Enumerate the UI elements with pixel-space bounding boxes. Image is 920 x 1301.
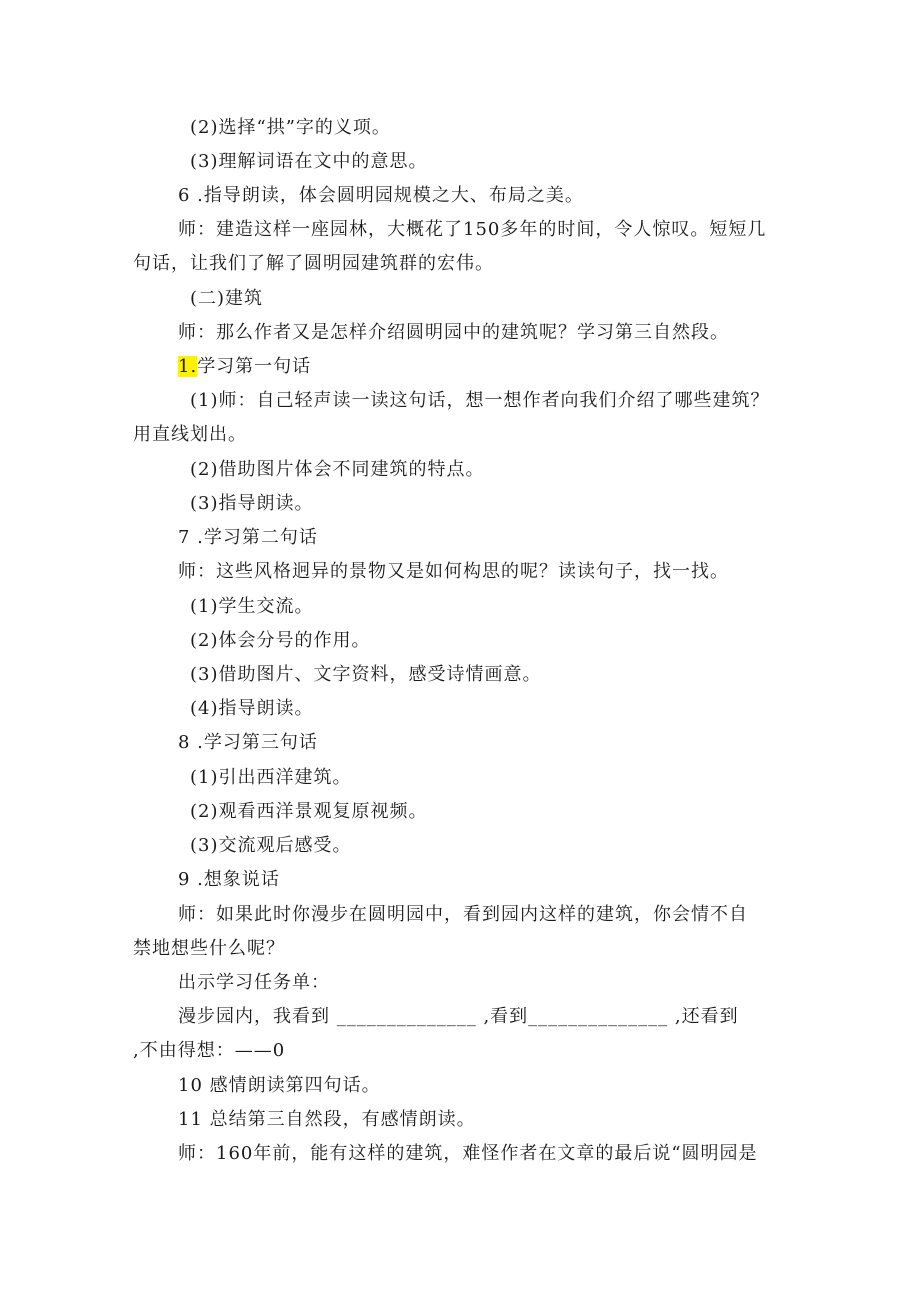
text-line: 师：160年前，能有这样的建筑，难怪作者在文章的最后说“圆明园是 xyxy=(178,1143,758,1164)
text-line: 师：如果此时你漫步在圆明园中，看到园内这样的建筑，你会情不自 xyxy=(178,904,748,925)
text-line: (1)师：自己轻声读一读这句话，想一想作者向我们介绍了哪些建筑？ xyxy=(190,390,770,411)
text-line: (2)借助图片体会不同建筑的特点。 xyxy=(190,459,485,480)
text-line: (2)观看西洋景观复原视频。 xyxy=(190,801,428,822)
text-line: 句话，让我们了解了圆明园建筑群的宏伟。 xyxy=(133,253,494,274)
text-line: (4)指导朗读。 xyxy=(190,698,314,719)
text-line: (3)交流观后感受。 xyxy=(190,835,352,856)
text-line: (1)学生交流。 xyxy=(190,596,314,617)
text-line: 禁地想些什么呢？ xyxy=(133,938,285,959)
text-line: (2)体会分号的作用。 xyxy=(190,630,371,651)
section-heading: (二)建筑 xyxy=(190,288,264,309)
text-line: 师：建造这样一座园林，大概花了150多年的时间，令人惊叹。短短几 xyxy=(178,219,767,240)
text-line: (1)引出西洋建筑。 xyxy=(190,767,352,788)
text-line: 9 .想象说话 xyxy=(178,869,280,890)
text-line: 用直线划出。 xyxy=(133,424,247,445)
text-line: (2)选择“拱”字的义项。 xyxy=(190,117,391,138)
text-line: 10 感情朗读第四句话。 xyxy=(178,1075,381,1096)
text-line: 师：这些风格迥异的景物又是如何构思的呢？读读句子，找一找。 xyxy=(178,561,729,582)
text-line: 7 .学习第二句话 xyxy=(178,527,318,548)
text-line: 11 总结第三自然段，有感情朗读。 xyxy=(178,1109,476,1130)
worksheet-line: 漫步园内，我看到 ______________ ,看到______________ ,还看到 xyxy=(178,1006,739,1027)
highlighted-number: 1. xyxy=(178,356,198,377)
text-line: 6 .指导朗读，体会圆明园规模之大、布局之美。 xyxy=(178,185,584,206)
text-line: (3)指导朗读。 xyxy=(190,493,314,514)
text-line: (3)理解词语在文中的意思。 xyxy=(190,151,428,172)
worksheet-line: ,不由得想：——0 xyxy=(133,1040,286,1061)
text-line: 师：那么作者又是怎样介绍圆明园中的建筑呢？学习第三自然段。 xyxy=(178,322,729,343)
text-line xyxy=(178,355,311,379)
text-line: 出示学习任务单： xyxy=(178,972,330,993)
text-line: 8 .学习第三句话 xyxy=(178,732,318,753)
text-span: 学习第一句话 xyxy=(197,356,312,377)
text-line: (3)借助图片、文字资料，感受诗情画意。 xyxy=(190,664,542,685)
